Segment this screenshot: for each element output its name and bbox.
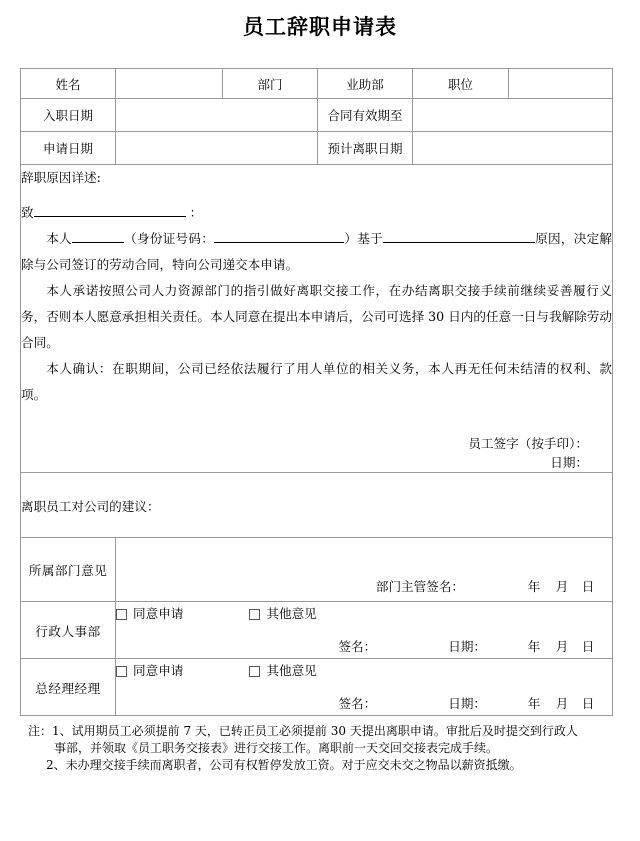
hr-day-label: 日 [581,639,595,654]
dept-supervisor-signature-line [376,579,600,595]
table-row-hr-opinion [21,602,613,659]
hr-checkbox-other[interactable] [249,605,316,623]
checkbox-icon[interactable] [116,666,127,677]
salutation-suffix: ： [189,205,203,220]
employee-date-label[interactable]: 日期： [550,455,588,470]
gm-checkbox-other[interactable] [249,662,316,680]
field-name-value[interactable] [116,69,223,99]
label-contract-end: 合同有效期至 [318,99,413,132]
para1-part-a: 本人 [46,231,72,246]
checkbox-icon[interactable] [249,609,260,620]
suggestion-heading: 离职员工对公司的建议： [21,498,160,514]
gm-signature-line [116,696,612,712]
gm-checkbox-row [116,662,612,680]
reason-body-cell [21,165,613,473]
para1-part-d: 原因，决定解除与公司签订的劳动合同，特向公司递交本申请。 [21,231,613,272]
dept-month-label: 月 [555,579,569,594]
hr-year-label: 年 [527,639,541,654]
field-expected-leave-value[interactable] [413,132,613,165]
reason-paragraph-3: 本人确认：在职期间，公司已经依法履行了用人单位的相关义务，本人再无任何未结清的权利、款项。 [21,361,612,402]
label-hire-date: 入职日期 [21,99,116,132]
gm-month-label: 月 [555,696,569,711]
note-item-1 [28,723,620,740]
checkbox-icon[interactable] [249,666,260,677]
salutation-prefix: 致 [21,205,34,220]
hr-checkbox-other-label: 其他意见 [266,606,317,621]
table-row-suggestion [21,473,613,538]
reason-heading: 辞职原因详述: [21,170,101,185]
label-apply-date: 申请日期 [21,132,116,165]
gm-sign-label[interactable]: 签名： [338,696,377,711]
hr-month-label: 月 [555,639,569,654]
field-hire-date-value[interactable] [116,99,318,132]
checkbox-icon[interactable] [116,609,127,620]
label-dept-opinion: 所属部门意见 [21,538,116,602]
resignation-form-table [20,68,613,716]
dept-supervisor-sign-label[interactable]: 部门主管签名： [375,579,464,594]
field-position-value[interactable] [509,69,613,99]
label-expected-leave-date: 预计离职日期 [318,132,413,165]
notes-prefix: 注： [28,724,53,738]
footer-notes [20,723,620,774]
hr-checkbox-agree[interactable] [116,605,183,623]
salutation-blank[interactable] [34,216,186,217]
reason-paragraph-2: 本人承诺按照公司人力资源部门的指引做好离职交接工作，在办结离职交接手续前继续妥善履行义务，否则本人愿意承担相关责任。本人同意在提出本申请后，公司可选择 30 日内的任意一日与我解除劳动合同。 [21,283,612,350]
label-gm-opinion: 总经理经理 [21,659,116,716]
table-row-gm-opinion [21,659,613,716]
id-number-blank[interactable] [214,242,344,243]
gm-date-label[interactable]: 日期： [448,696,486,711]
table-row-basic-info [21,69,613,99]
gm-checkbox-agree[interactable] [116,662,183,680]
body-spacer [21,191,612,200]
suggestion-cell[interactable] [21,473,613,538]
gm-year-label: 年 [527,696,541,711]
gm-day-label: 日 [581,696,595,711]
field-contract-end-value[interactable] [413,99,613,132]
hr-signature-line [116,639,612,655]
field-department-value[interactable]: 业助部 [318,69,413,99]
label-hr-opinion: 行政人事部 [21,602,116,659]
note-2-marker: 2、 [46,758,66,772]
hr-date-label[interactable]: 日期： [448,639,486,654]
note-2-line-1: 未办理交接手续而离职者，公司有权暂停发放工资。对于应交未交之物品以薪资抵缴。 [65,758,522,772]
employee-signature-block [21,434,612,472]
note-item-1-continuation: 事部，并领取《员工职务交接表》进行交接工作。离职前一天交回交接表完成手续。 [54,741,499,755]
note-1-line-1: 试用期员工必须提前 7 天，已转正员工必须提前 30 天提出离职申请。审批后及时提交到行政人 [71,724,578,738]
label-name: 姓名 [21,69,116,99]
gm-opinion-body [116,659,613,716]
dept-year-label: 年 [527,579,541,594]
para1-part-b: （身份证号码： [123,231,215,246]
reason-blank[interactable] [383,242,535,243]
note-1-marker: 1、 [52,724,72,738]
table-row-dept-opinion [21,538,613,602]
gm-checkbox-other-label: 其他意见 [266,663,317,678]
hr-sign-label[interactable]: 签名： [338,639,377,654]
applicant-name-blank[interactable] [72,242,124,243]
field-apply-date-value[interactable] [116,132,318,165]
label-department: 部门 [223,69,318,99]
label-position: 职位 [413,69,509,99]
salutation-line [21,200,612,226]
dept-opinion-body[interactable] [116,538,613,602]
table-row-reason-body [21,165,613,473]
hr-opinion-body [116,602,613,659]
page-title: 员工辞职申请表 [243,15,397,39]
table-row-apply-leave [21,132,613,165]
table-row-hire-contract [21,99,613,132]
gm-checkbox-agree-label: 同意申请 [133,663,184,678]
note-item-2 [28,757,620,774]
employee-signature-label[interactable]: 员工签字（按手印）： [468,436,588,451]
para1-part-c: ）基于 [344,231,383,246]
dept-day-label: 日 [581,579,595,594]
hr-checkbox-agree-label: 同意申请 [133,606,184,621]
hr-checkbox-row [116,605,612,623]
reason-paragraph-1 [21,226,612,278]
